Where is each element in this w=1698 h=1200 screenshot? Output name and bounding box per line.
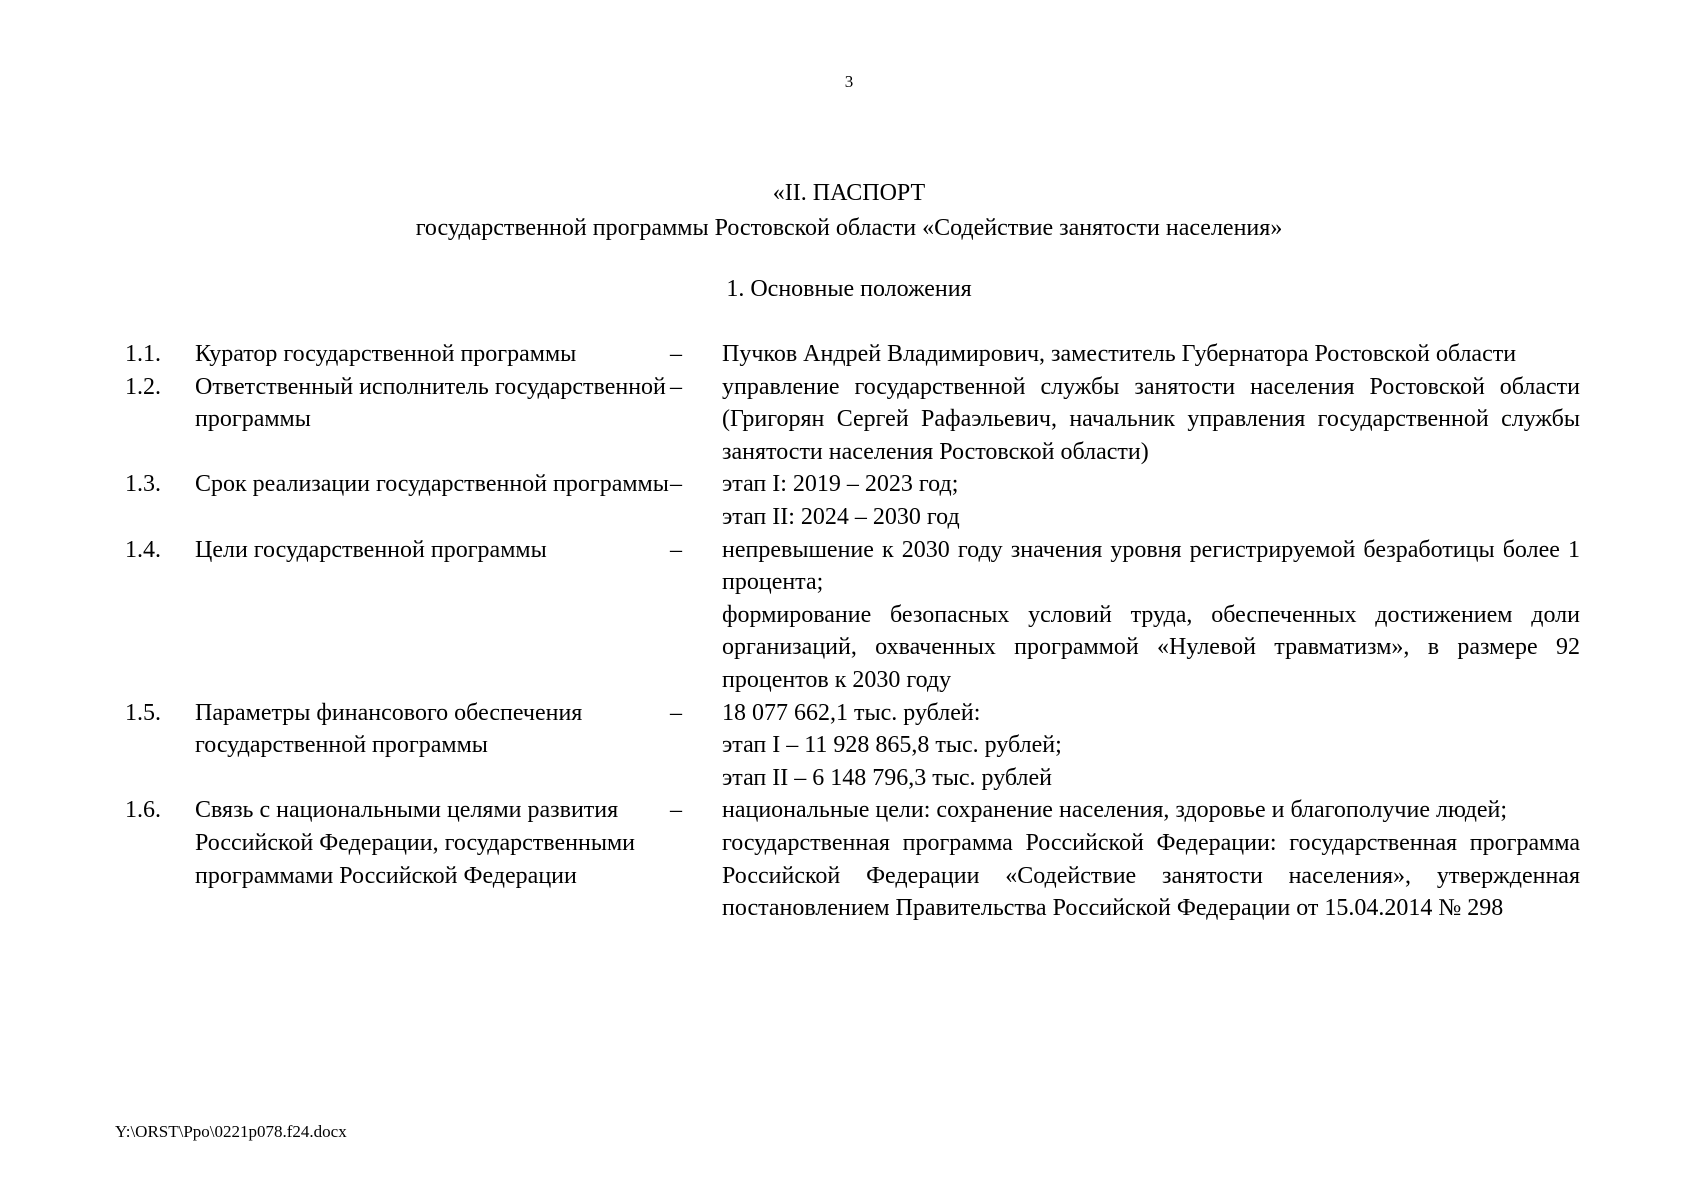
passport-table	[125, 338, 1580, 925]
row-value-paragraph: этап II: 2024 – 2030 год	[722, 503, 960, 530]
row-value-paragraph: 18 077 662,1 тыс. рублей:	[722, 699, 981, 726]
row-value-paragraph: управление государственной службы занятости населения Ростовской области (Григорян Сергей Рафаэльевич, начальник управления государственной службы занятости населения Ростовской области)	[722, 373, 1580, 465]
page-number: 3	[844, 72, 854, 91]
title-line-1: «II. ПАСПОРТ	[772, 180, 926, 206]
row-dash: –	[670, 471, 682, 498]
row-value	[722, 794, 1580, 924]
document-title	[0, 176, 1698, 246]
row-value	[722, 468, 1580, 533]
row-dash: –	[670, 373, 682, 400]
row-number: 1.4.	[125, 536, 161, 563]
row-value	[722, 371, 1580, 469]
row-dash: –	[670, 341, 682, 367]
table-row	[125, 338, 1580, 371]
row-value-paragraph: этап II – 6 148 796,3 тыс. рублей	[722, 764, 1052, 791]
row-number: 1.1.	[125, 341, 161, 367]
title-line-2: государственной программы Ростовской области «Содействие занятости населения»	[415, 215, 1283, 241]
row-number: 1.5.	[125, 699, 161, 726]
row-dash: –	[670, 699, 682, 726]
row-value-paragraph: государственная программа Российской Федерации: государственная программа Российской Федерации «Содействие занятости населения», утвержденная постановлением Правительства Российской Федерации от 15.04.2014 № 298	[722, 829, 1580, 922]
row-value-paragraph: формирование безопасных условий труда, обеспеченных достижением доли организаций, охваченных программой «Нулевой травматизм», в размере 92 процентов к 2030 году	[722, 601, 1580, 693]
row-value-paragraph: национальные цели: сохранение населения, здоровье и благополучие людей;	[722, 797, 1508, 824]
row-label: Куратор государственной программы	[195, 341, 577, 367]
table-row	[125, 534, 1580, 697]
row-number: 1.2.	[125, 373, 161, 400]
row-value	[722, 697, 1580, 795]
table-row	[125, 371, 1580, 469]
table-row	[125, 697, 1580, 795]
row-value-paragraph: этап I: 2019 – 2023 год;	[722, 471, 959, 498]
row-value-paragraph: этап I – 11 928 865,8 тыс. рублей;	[722, 732, 1062, 759]
row-number: 1.3.	[125, 471, 161, 498]
row-label: Ответственный исполнитель государственной программы	[195, 373, 666, 433]
row-value	[722, 338, 1580, 371]
row-value-paragraph: Пучков Андрей Владимирович, заместитель Губернатора Ростовской области	[722, 341, 1517, 367]
row-label: Параметры финансового обеспечения государственной программы	[195, 699, 583, 759]
table-row	[125, 468, 1580, 533]
footer-file-path: Y:\ORST\Ppo\0221p078.f24.docx	[115, 1122, 347, 1141]
row-label: Связь с национальными целями развития Российской Федерации, государственными программами Российской Федерации	[195, 797, 635, 889]
row-dash: –	[670, 797, 682, 824]
table-row	[125, 794, 1580, 924]
row-label: Цели государственной программы	[195, 536, 547, 563]
section-heading: 1. Основные положения	[726, 276, 972, 302]
row-value-paragraph: непревышение к 2030 году значения уровня регистрируемой безработицы более 1 процента;	[722, 536, 1580, 596]
row-label: Срок реализации государственной программы	[195, 471, 669, 498]
row-dash: –	[670, 536, 682, 563]
row-number: 1.6.	[125, 797, 161, 824]
row-value	[722, 534, 1580, 697]
